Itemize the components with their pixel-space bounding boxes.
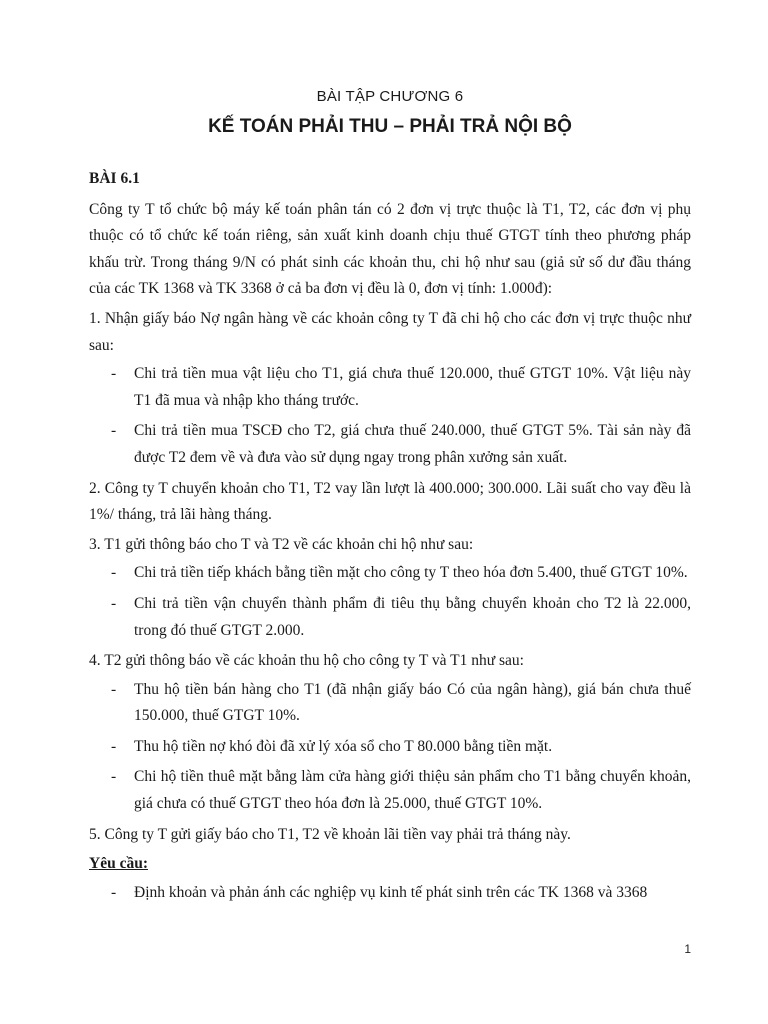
dash-marker: - bbox=[111, 768, 117, 786]
item-4-bullets bbox=[89, 677, 691, 818]
dash-marker: - bbox=[111, 680, 117, 698]
list-item bbox=[89, 560, 691, 587]
exercise-label: BÀI 6.1 bbox=[89, 170, 140, 187]
dash-marker: - bbox=[111, 365, 117, 383]
document-title: KẾ TOÁN PHẢI THU – PHẢI TRẢ NỘI BỘ bbox=[208, 116, 572, 137]
list-item-text: Thu hộ tiền bán hàng cho T1 (đã nhận giấy báo Có của ngân hàng), giá bán chưa thuế 150.000, thuế GTGT 10%. bbox=[134, 680, 691, 725]
list-item bbox=[89, 361, 691, 414]
dash-marker: - bbox=[111, 594, 117, 612]
item-1-bullets bbox=[89, 361, 691, 471]
chapter-heading: BÀI TẬP CHƯƠNG 6 bbox=[316, 88, 464, 105]
list-item-text: Chi trả tiền vận chuyển thành phẩm đi tiêu thụ bằng chuyển khoản cho T2 là 22.000, trong đó thuế GTGT 2.000. bbox=[134, 594, 691, 639]
item-2-text: 2. Công ty T chuyển khoản cho T1, T2 vay lần lượt là 400.000; 300.000. Lãi suất cho vay đều là 1%/ tháng, trả lãi hàng tháng. bbox=[89, 479, 691, 524]
dash-marker: - bbox=[111, 422, 117, 440]
list-item-text: Định khoản và phản ánh các nghiệp vụ kinh tế phát sinh trên các TK 1368 và 3368 bbox=[134, 883, 648, 901]
list-item-text: Chi trả tiền mua vật liệu cho T1, giá chưa thuế 120.000, thuế GTGT 10%. Vật liệu này T1 đã mua và nhập kho tháng trước. bbox=[134, 365, 691, 409]
item-4-text: 4. T2 gửi thông báo về các khoản thu hộ cho công ty T và T1 như sau: bbox=[89, 652, 524, 670]
requirements-list bbox=[89, 880, 691, 907]
item-3-bullets bbox=[89, 560, 691, 644]
item-3-text: 3. T1 gửi thông báo cho T và T2 về các khoản chi hộ như sau: bbox=[89, 535, 474, 553]
list-item-text: Chi trả tiền tiếp khách bằng tiền mặt cho công ty T theo hóa đơn 5.400, thuế GTGT 10%. bbox=[134, 564, 688, 582]
list-item bbox=[89, 734, 691, 761]
dash-marker: - bbox=[111, 737, 117, 755]
list-item bbox=[89, 764, 691, 817]
item-1-text: 1. Nhận giấy báo Nợ ngân hàng về các khoản công ty T đã chi hộ cho các đơn vị trực thuộc như sau: bbox=[89, 309, 691, 354]
list-item bbox=[89, 880, 691, 907]
list-item-text: Chi hộ tiền thuê mặt bằng làm cửa hàng giới thiệu sản phẩm cho T1 bằng chuyển khoản, giá chưa có thuế GTGT theo hóa đơn là 25.000, thuế GTGT 10%. bbox=[134, 768, 691, 813]
list-item bbox=[89, 418, 691, 471]
list-item-text: Thu hộ tiền nợ khó đòi đã xử lý xóa sổ cho T 80.000 bằng tiền mặt. bbox=[134, 737, 553, 755]
item-5-text: 5. Công ty T gửi giấy báo cho T1, T2 về khoản lãi tiền vay phải trả tháng này. bbox=[89, 825, 571, 843]
list-item bbox=[89, 591, 691, 644]
dash-marker: - bbox=[111, 883, 117, 901]
page-number: 1 bbox=[684, 942, 691, 956]
list-item-text: Chi trả tiền mua TSCĐ cho T2, giá chưa thuế 240.000, thuế GTGT 5%. Tài sản này đã được T2 đem về và đưa vào sử dụng ngay trong phân xưởng sản xuất. bbox=[134, 422, 691, 466]
document-content bbox=[89, 86, 691, 910]
intro-paragraph: Công ty T tổ chức bộ máy kế toán phân tán có 2 đơn vị trực thuộc là T1, T2, các đơn vị phụ thuộc có tổ chức kế toán riêng, sản xuất kinh doanh chịu thuế GTGT tính theo phương pháp khấu trừ. Trong tháng 9/N có phát sinh các khoản thu, chi hộ như sau (giả sử số dư đầu tháng của các TK 1368 và TK 3368 ở cả ba đơn vị đều là 0, đơn vị tính: 1.000đ): bbox=[89, 200, 691, 298]
requirements-heading: Yêu cầu: bbox=[89, 855, 148, 873]
dash-marker: - bbox=[111, 564, 117, 582]
list-item bbox=[89, 677, 691, 730]
